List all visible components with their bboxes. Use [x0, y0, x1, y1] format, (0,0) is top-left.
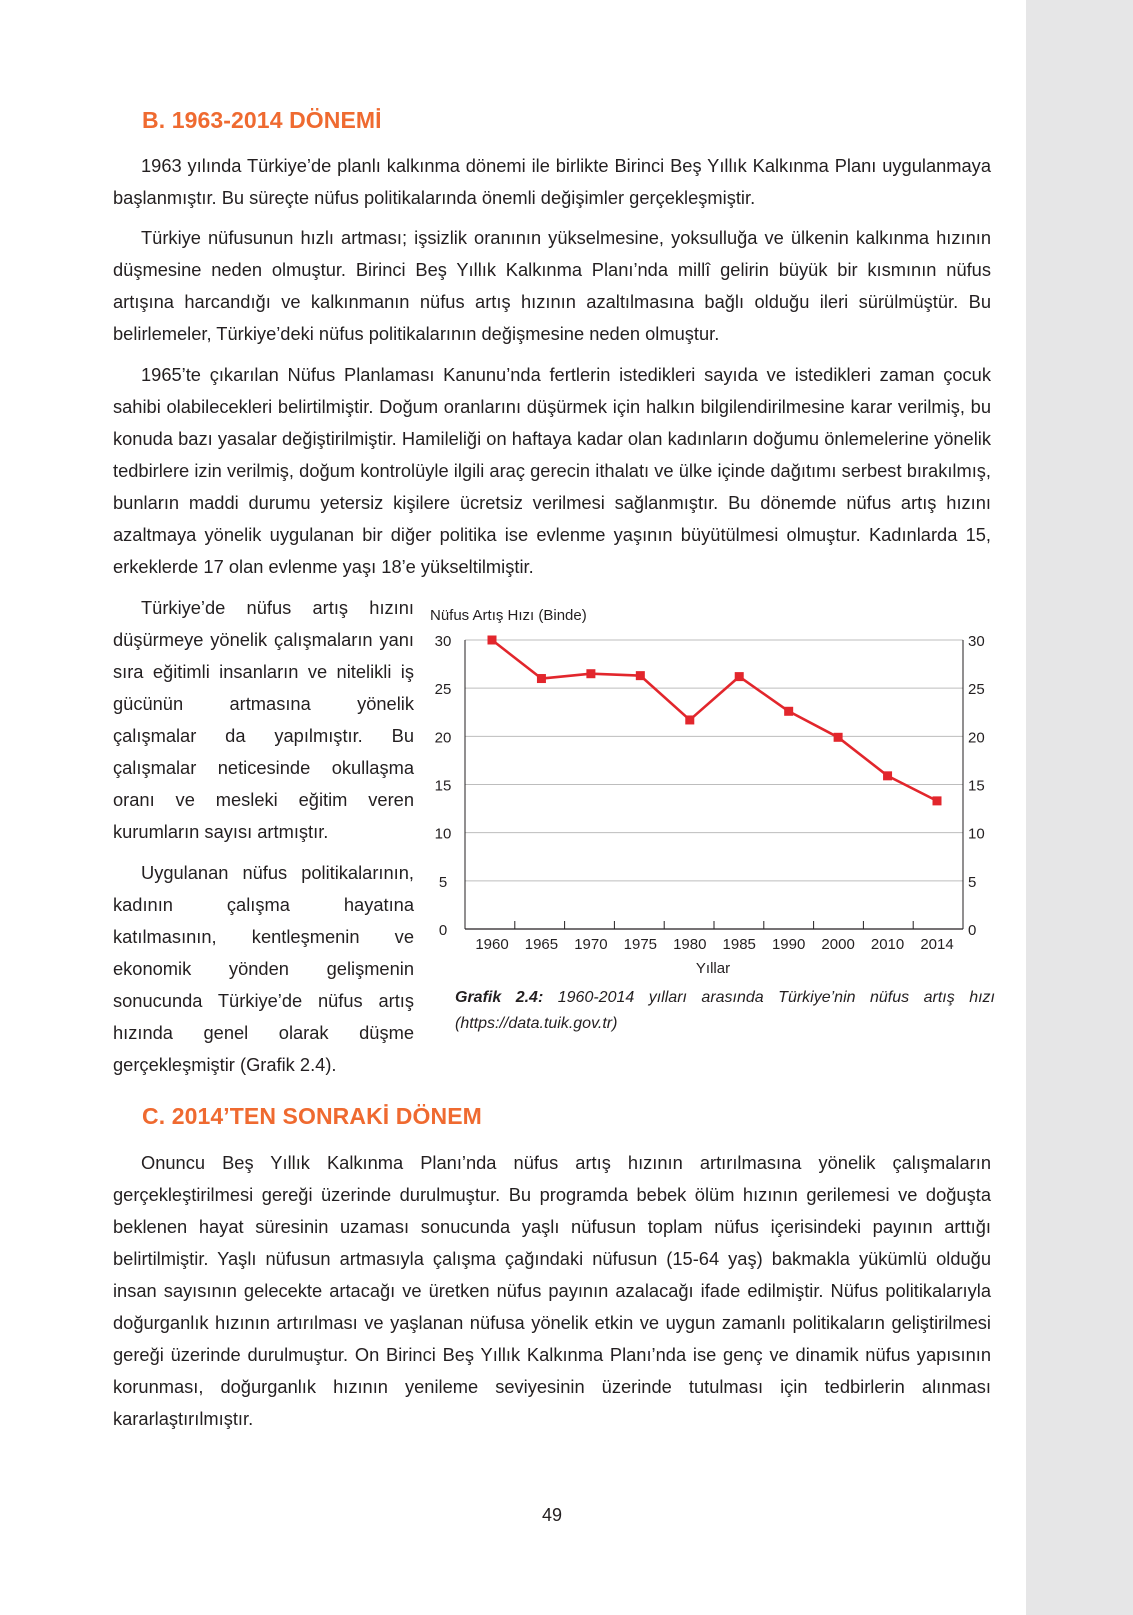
y-tick-right-20: 20	[968, 729, 985, 747]
y-tick-right-0: 0	[968, 922, 977, 939]
side-paragraph-2: Uygulanan nüfus politikalarının, kadının çalışma hayatına katılmasının, kentleşmenin ve ekonomik yönden gelişmenin sonucunda Türkiye’de nüfus artış hızında genel olarak düşme gerçekleşmiştir (Grafik 2.4).	[113, 862, 414, 1075]
y-tick-left-25: 25	[434, 681, 452, 699]
chart-svg	[430, 600, 1010, 980]
y-tick-right-10: 10	[968, 825, 985, 843]
y-tick-left-10: 10	[434, 825, 452, 843]
y-tick-left-20: 20	[434, 729, 452, 747]
data-point-1975	[636, 671, 645, 680]
y-tick-left-0: 0	[438, 922, 448, 939]
chart-caption	[455, 985, 995, 1037]
data-point-1970	[586, 669, 595, 678]
x-tick-label-1960: 1960	[475, 936, 509, 953]
page-margin-band	[1026, 0, 1133, 1615]
x-tick-label-1975: 1975	[623, 936, 658, 953]
caption-label: Grafik 2.4:	[455, 989, 544, 1006]
x-tick-label-1965: 1965	[524, 936, 559, 953]
data-point-2000	[834, 733, 843, 742]
y-tick-right-25: 25	[968, 681, 985, 699]
y-axis-title: Nüfus Artış Hızı (Binde)	[430, 607, 587, 624]
series-line-0	[492, 640, 937, 801]
section-c-paragraph-1: Onuncu Beş Yıllık Kalkınma Planı’nda nüfus artış hızının artırılmasına yönelik çalışmaların gerçekleştirilmesi gereği üzerinde durulmuştur. Bu programda bebek ölüm hızının gerilemesi ve doğuşta beklenen hayat süresinin uzaması sonucunda yaşlı nüfusun toplam nüfus içerisindeki payının arttığı belirtilmiştir. Yaşlı nüfusun artmasıyla çalışma çağındaki nüfusun (15-64 yaş) bakmakla yükümlü olduğu insan sayısının gelecekte artacağı ve üretken nüfus payının azalacağı ifade edilmiştir. Nüfus politikalarıyla doğurganlık hızının artırılması ve yaşlanan nüfusa yönelik etkin ve uygun zamanlı politikaların geliştirilmesi gereği üzerinde durulmuştur. On Birinci Beş Yıllık Kalkınma Planı’nda ise genç ve dinamik nüfus yapısının korunması, doğurganlık hızının yenileme seviyesinin üzerinde tutulması için tedbirlerin alınması kararlaştırılmıştır.	[113, 1152, 991, 1429]
x-tick-label-2000: 2000	[821, 936, 855, 953]
section-b-paragraph-3: 1965’te çıkarılan Nüfus Planlaması Kanunu’nda fertlerin istedikleri sayıda ve istedikleri zaman çocuk sahibi olabilecekleri belirtilmiştir. Doğum oranlarını düşürmek için halkın bilgilendirilmesine karar verilmiş, bu konuda bazı yasalar değiştirilmiştir. Hamileliği on haftaya kadar olan kadınların doğumu önlemelerine yönelik tedbirlere izin verilmiş, doğum kontrolüyle ilgili araç gerecin ithalatı ve ülke içinde dağıtımı serbest bırakılmış, bunların maddi durumu yetersiz kişilere ücretsiz verilmesi sağlanmıştır. Bu dönemde nüfus artış hızını azaltmaya yönelik uygulanan bir diğer politika ise evlenme yaşının büyütülmesi olmuştur. Kadınlarda 15, erkeklerde 17 olan evlenme yaşı 18’e yükseltilmiştir.	[113, 364, 991, 577]
y-tick-right-5: 5	[968, 873, 977, 891]
y-tick-right-15: 15	[968, 777, 985, 795]
section-c-heading: C. 2014’TEN SONRAKİ DÖNEM	[142, 1103, 482, 1129]
x-tick-label-1985: 1985	[722, 936, 756, 953]
x-axis-title: Yıllar	[695, 960, 731, 977]
data-point-1965	[537, 674, 546, 683]
y-tick-right-30: 30	[968, 633, 985, 650]
side-paragraph-1: Türkiye’de nüfus artış hızını düşürmeye yönelik çalışmaların yanı sıra eğitimli insanların ve nitelikli iş gücünün artmasına yönelik çalışmalar da yapılmıştır. Bu çalışmalar neticesinde okullaşma oranı ve mesleki eğitim veren kurumların sayısı artmıştır.	[113, 597, 414, 842]
data-point-1960	[488, 636, 497, 645]
caption-text: 1960-2014 yılları arasında Türkiye’nin nüfus artış hızı (https://data.tuik.gov.tr)	[455, 989, 995, 1032]
data-point-2010	[883, 771, 892, 780]
section-b-paragraph-2: Türkiye nüfusunun hızlı artması; işsizlik oranının yükselmesine, yoksulluğa ve ülkenin kalkınma hızının düşmesine neden olmuştur. Birinci Beş Yıllık Kalkınma Planı’nda millî gelirin büyük bir kısmının nüfus artışına harcandığı ve kalkınmanın nüfus artış hızının azaltılmasına bağlı olduğu ileri sürülmüştür. Bu belirlemeler, Türkiye’deki nüfus politikalarının değişmesine neden olmuştur.	[113, 227, 991, 344]
data-point-2014	[933, 796, 942, 805]
y-tick-left-30: 30	[434, 633, 452, 650]
data-point-1985	[735, 672, 744, 681]
page-number: 49	[542, 1505, 563, 1525]
x-tick-label-2014: 2014	[920, 936, 954, 953]
x-tick-label-1990: 1990	[771, 936, 806, 953]
x-tick-label-2010: 2010	[870, 936, 905, 953]
population-growth-chart	[430, 600, 1010, 980]
data-point-1980	[685, 715, 694, 724]
section-b-heading: B. 1963-2014 DÖNEMİ	[142, 107, 382, 133]
x-tick-label-1970: 1970	[574, 936, 608, 953]
section-b-paragraph-1: 1963 yılında Türkiye’de planlı kalkınma dönemi ile birlikte Birinci Beş Yıllık Kalkınma Planı uygulanmaya başlanmıştır. Bu süreçte nüfus politikalarında önemli değişimler gerçekleşmiştir.	[113, 155, 991, 208]
data-point-1990	[784, 707, 793, 716]
y-tick-left-5: 5	[438, 873, 448, 891]
x-tick-label-1980: 1980	[673, 936, 707, 953]
y-tick-left-15: 15	[434, 777, 452, 795]
